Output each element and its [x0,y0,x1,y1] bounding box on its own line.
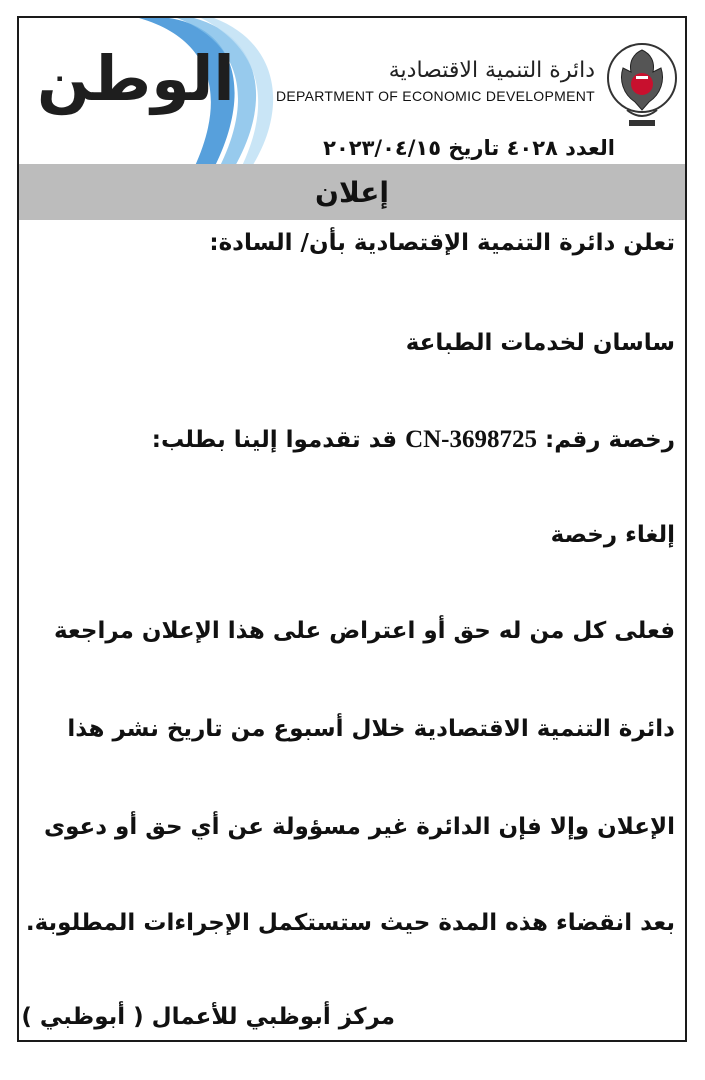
falcon-emblem-icon [605,32,679,136]
license-suffix: قد تقدموا إلينا بطلب: [151,427,398,453]
notice-line-3: الإعلان وإلا فإن الدائرة غير مسؤولة عن أي حق أو دعوى [44,814,675,840]
notice-frame [17,16,687,1042]
issue-number-date: العدد ٤٠٢٨ تاريخ ٢٠٢٣/٠٤/١٥ [323,136,615,160]
notice-line-1: فعلى كل من له حق أو اعتراض على هذا الإعلان مراجعة [53,618,675,644]
notice-line-2: دائرة التنمية الاقتصادية خلال أسبوع من تاريخ نشر هذا [67,716,675,742]
notice-footer: مركز أبوظبي للأعمال ( أبوظبي ) [21,1004,395,1030]
notice-intro: تعلن دائرة التنمية الإقتصادية بأن/ السادة: [209,230,675,256]
announcement-title: إعلان [315,175,389,209]
notice-line-4: بعد انقضاء هذه المدة حيث ستستكمل الإجراءات المطلوبة. [25,910,675,936]
license-line [29,426,675,454]
license-prefix: رخصة رقم: [545,427,675,453]
license-number: CN-3698725 [405,426,537,453]
department-name-arabic: دائرة التنمية الاقتصادية [388,58,595,83]
department-name-english: DEPARTMENT OF ECONOMIC DEVELOPMENT [275,88,595,104]
company-name: ساسان لخدمات الطباعة [405,330,675,356]
announcement-banner [19,164,685,220]
request-type: إلغاء رخصة [550,522,675,548]
newspaper-logo: الوطن [37,42,235,115]
